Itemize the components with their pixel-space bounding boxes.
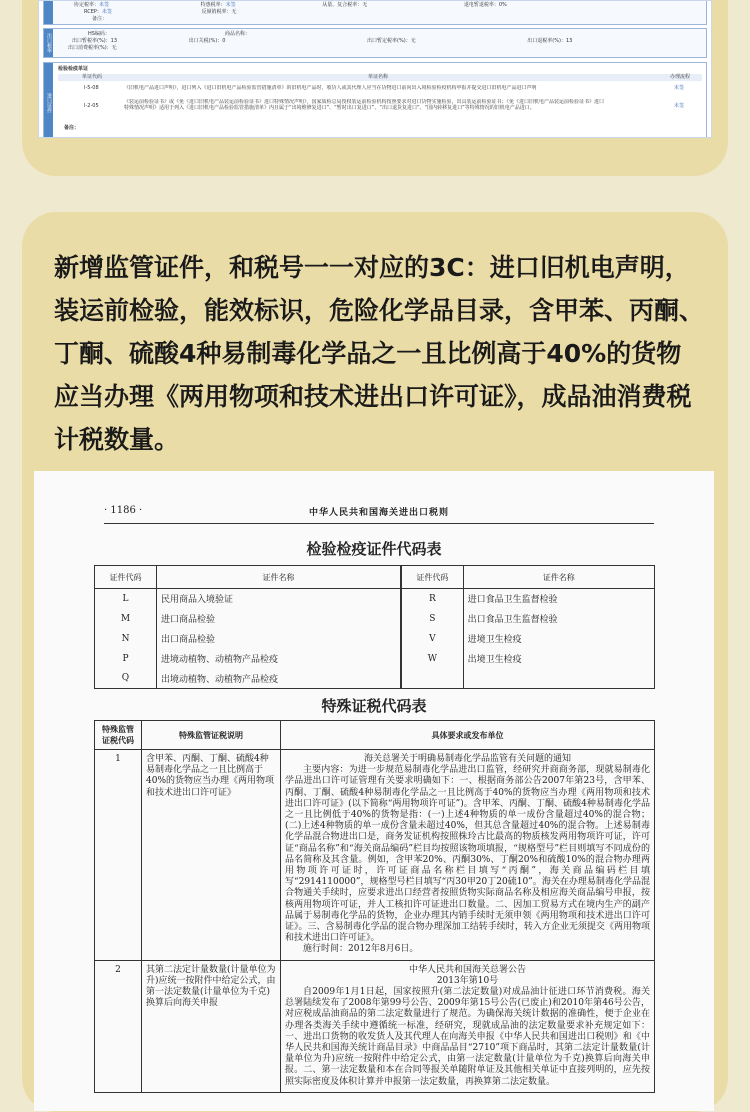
tax-row: [92, 16, 107, 22]
tax-field: 出口暂税率(%)：13: [72, 38, 118, 44]
import-tax-block: [43, 0, 707, 25]
tariff-book-page: [34, 471, 714, 1111]
tax-link[interactable]: 未签: [225, 2, 236, 8]
notice-title: 海关总署关于明确易制毒化学品监管有关问题的通知: [363, 754, 571, 764]
tax-field: 协定税率：: [74, 2, 100, 8]
tax-link[interactable]: 未签: [99, 2, 110, 8]
special-code-table: [94, 720, 655, 1093]
cert-code: S: [401, 609, 463, 629]
tax-field: 商品名称：: [224, 31, 250, 37]
cert-code: L: [95, 589, 157, 609]
cert-proc-link[interactable]: 未签: [673, 103, 684, 109]
table-row: [95, 609, 655, 629]
import-cert-block: [43, 62, 707, 138]
cert-code: I-5-08: [84, 85, 99, 91]
col-header: 证件名称: [157, 566, 402, 589]
tax-field: 出口退税率(%)：13: [527, 38, 573, 44]
cert-code: Q: [95, 669, 157, 689]
table-row: [95, 629, 655, 649]
cert-title: 检验检疫单证: [58, 66, 89, 72]
tax-row: [88, 31, 250, 37]
section-label: 进口证件: [44, 63, 53, 138]
table-row: [95, 669, 655, 689]
special-desc: 含甲苯、丙酮、丁酮、硫酸4种易制毒化学品之一且比例高于40%的货物应当办理《两用物项和技术进出口许可证》: [142, 750, 281, 961]
table1-title: 检验检疫证件代码表: [306, 540, 442, 558]
cert-code: R: [401, 589, 463, 609]
inspection-cert-table: [94, 565, 655, 689]
cert-name: 进境动植物、动植物产品检疫: [161, 655, 279, 665]
notice-body: 主要内容：为进一步规范易制毒化学品进出口监管，经研究并商商务部，现就易制毒化学品进出口许可证管理有关要求明确如下：一、根据商务部公告2007年第23号，含甲苯、丙酮、丁酮、硫酸4种易制毒化学品之一且比例高于40%的货物应当办理《两用物项和技术进出口许可证》(以下简称“两用物项许可证”)。含甲苯、丙酮、丁酮、硫酸4种易制毒化学品之一且比例低于40%的货物是指：(一)上述4种物质的单一成份含量超过40%的混合物；(二)上述4种物质的单一成份含量未超过40%，但其总含量超过40%的混合物。上述易制毒化学品混合物进出口是，商务发证机构按照株玲古比最高的物质核发两用物项许可证，许可证“商品名称”和“海关商品编码”栏目均按照该物项填报，“规格型号”栏目则填写不同成份的品名简称及其含量。例如，含甲苯20%、丙酮30%、丁酮20%和硫酸10%的混合物办理两用物项许可证时，许可证商品名称栏目填写“丙酮”，海关商品编码栏目填写“2914110000”，规格型号栏目填写“丙30甲20丁20硫10”。海关在办理易制毒化学品混合物通关手续时，应要求进出口经营者按照货物实际商品名称及相应海关商品编号申报，按核两用物项许可证，并人工核扣许可证进出口数量。二、因加工贸易方式在境内生产的副产品属于易制毒化学品的货物，企业办理其内销手续时无须申领《两用物项和技术进出口许可证》。三、含易制毒化学品的混合物办理深加工结转手续时，转入方企业无须提交《两用物项和技术进出口许可证》。: [285, 765, 650, 944]
table2-title: 特殊证税代码表: [321, 697, 427, 715]
col-header: 证件代码: [95, 566, 157, 589]
col-header: 证件名称: [463, 566, 654, 589]
tax-field: 出口暂定税率(%)：无: [367, 38, 416, 44]
cert-name: 出口食品卫生监督检验: [467, 615, 558, 625]
table-row: [95, 960, 655, 1092]
tax-field: 备注：: [92, 16, 108, 22]
tax-row: [72, 38, 572, 44]
table-row: [95, 649, 655, 669]
book-title: 中华人民共和国海关进出口税则: [308, 508, 449, 518]
cert-proc-link[interactable]: 未签: [673, 85, 684, 91]
cert-header: [58, 74, 702, 81]
cert-name: 进口商品检验: [161, 615, 216, 625]
cert-code: W: [401, 649, 463, 669]
cert-col-code: 单证代码: [82, 74, 103, 80]
cert-code: V: [401, 629, 463, 649]
cert-code: [401, 669, 463, 689]
tax-field: 出口关税(%)：0: [188, 38, 226, 44]
cert-name: 进口食品卫生监督检验: [467, 595, 558, 606]
cert-name: 出境卫生检疫: [467, 655, 522, 665]
cert-name: 出口商品检验: [161, 635, 216, 645]
cert-code: N: [95, 629, 157, 649]
tariff-screenshot: [38, 0, 712, 138]
tax-row: [74, 2, 507, 8]
special-code: 2: [95, 960, 142, 1092]
table-row: [95, 750, 655, 961]
page-number: · 1186 ·: [104, 505, 143, 516]
page-header: [104, 505, 654, 524]
cert-code: M: [95, 609, 157, 629]
special-code: 1: [95, 750, 142, 961]
cert-remark: 备注：: [64, 125, 80, 131]
cert-name: [463, 669, 654, 689]
tax-link[interactable]: 未签: [101, 9, 112, 15]
table-row: [95, 589, 655, 609]
notice-date: 施行时间：2012年8月6日。: [303, 944, 419, 955]
tax-field: 反倾销税率：无: [201, 9, 237, 15]
cert-name: 民用商品入境验证: [161, 595, 234, 606]
tax-field: HS编码：: [88, 31, 110, 37]
tax-row: [68, 45, 117, 51]
tax-field: 出口消费税率(%)：无: [68, 45, 117, 51]
tax-field: RCEP：: [84, 9, 102, 15]
tax-field: 退电暂退税率：0%: [463, 2, 507, 8]
section-label: [44, 0, 53, 24]
cert-name: 《旧机电产品进口声明》，进口列入《进口旧机电产品检验监管措施清单》的旧机电产品时，收货人或其代理人应当在货物进口前向出入境检验检疫机构申报并提交进口旧机电产品进口声明: [124, 85, 537, 91]
tax-field: 从量、复合税率：无: [322, 2, 368, 8]
cert-col-proc: 办理流程: [669, 74, 690, 80]
special-desc: 其第二法定计量数量(计量单位为升)应统一按附件中给定公式，由第一法定数量(计量单位为千克)换算后向海关申报: [142, 960, 281, 1092]
cert-col-name: 单证名称: [368, 74, 389, 80]
col-header: 特殊监管证税说明: [142, 721, 281, 750]
export-tax-block: [43, 28, 707, 58]
notice-title: 中华人民共和国海关总署公告: [408, 964, 526, 975]
notice-number: 2013年第10号: [436, 975, 499, 986]
cert-name: 《装运前检验证书》或《免《进口旧机电产品装运前检验证书》进口特殊情况声明》，国家质检总局授权装运前检验机构按照要求对进口货物实施检验，出具装运前检验证书；《免《进口旧机电产品装运前检验证书》进口特殊情况声明》适用于列入《进口旧机电产品检验监管措施清单》内且属于“出境维修复进口”、“暂时出口复进口”、“出口退货复进口”、“国内转移复进口”等特殊情况的旧机电产品进口。: [124, 99, 604, 111]
notice-body: 自2009年1月1日起，国家按照升(第二法定数量)对成品油计征进口环节消费税。海关总署陆续发布了2008年第99号公告、2009年第15号公告(已废止)和2010年第46号公告，对应税成品油商品的第二法定数量进行了规范。为确保海关统计数据的准确性，便于企业在办理各类海关手续中遵循统一标准，经研究，现就成品油的法定数量要求补充规定如下：一、进出口货物的收发货人及其代理人在向海关申报《中华人民共和国进出口税则》和《中华人民共和国海关统计商品目录》中商品品目“2710”项下商品时，其第二法定计量数量(计量单位为升)应统一按附件中给定公式，由第一法定数量(计量单位为千克)换算后向海关申报。二、第一法定数量和本在合同等报关单随附单证及其他相关单证中直接列明的，应先按照实际密度及体积计算并申报第一法定数量，再换算第二法定数量。: [285, 987, 650, 1087]
tax-field: 特惠税率：: [200, 2, 226, 8]
col-header: 具体要求或发布单位: [281, 721, 655, 750]
special-detail: [281, 750, 655, 961]
cert-code: I-2-05: [84, 103, 99, 109]
tax-row: [84, 9, 237, 15]
cert-name: 进境卫生检疫: [467, 635, 522, 645]
special-detail: [281, 960, 655, 1092]
cert-name: 出境动植物、动植物产品检疫: [161, 674, 279, 685]
cert-code: P: [95, 649, 157, 669]
col-header: 证件代码: [401, 566, 463, 589]
headline-text: 新增监管证件，和税号一一对应的3C：进口旧机电声明，装运前检验，能效标识，危险化学品目录，含甲苯、丙酮、丁酮、硫酸4种易制毒化学品之一且比例高于40%的货物应当办理《两用物项和技术进出口许可证》，成品油消费税计税数量。: [54, 253, 705, 454]
section-label: 出口税率: [44, 29, 53, 57]
col-header: 特殊监管 证税代码: [95, 721, 142, 750]
